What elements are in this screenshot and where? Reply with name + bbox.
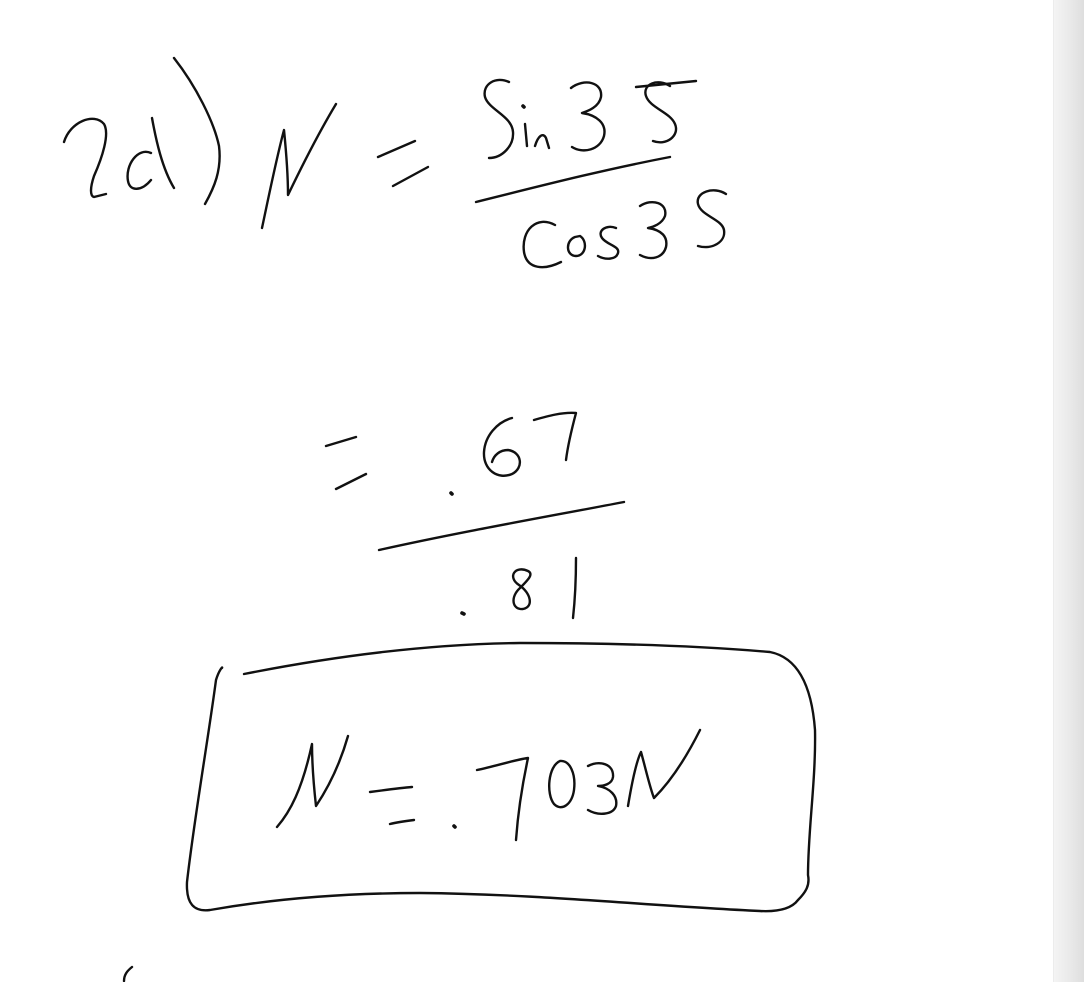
variable-n-ink bbox=[262, 104, 336, 228]
partial-ink-stroke bbox=[124, 967, 132, 981]
equals-sign-2-ink bbox=[326, 437, 366, 489]
problem-label-ink bbox=[64, 58, 220, 204]
numerator-sin35-ink bbox=[485, 80, 696, 158]
scrollbar-edge-icon[interactable] bbox=[1053, 0, 1084, 982]
fraction-bar-2 bbox=[379, 502, 624, 550]
answer-ink bbox=[277, 730, 700, 840]
denominator-cos35-ink bbox=[524, 190, 726, 267]
equals-sign-ink bbox=[378, 141, 428, 186]
numerator-value-ink bbox=[451, 413, 576, 494]
answer-box-outline bbox=[187, 643, 815, 911]
denominator-value-ink bbox=[462, 558, 576, 618]
fraction-bar-1 bbox=[476, 157, 670, 202]
